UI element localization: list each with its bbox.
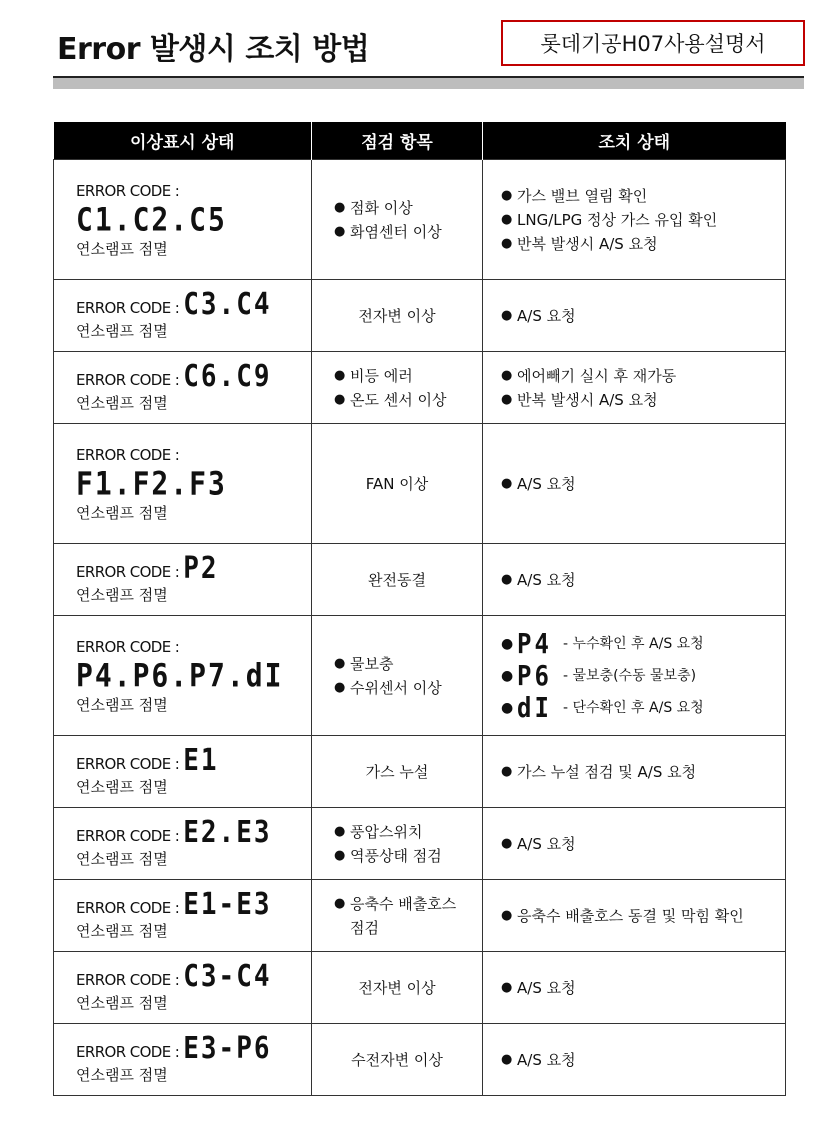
bullet-icon: ●	[501, 635, 514, 652]
action-item: A/S 요청	[517, 474, 576, 493]
check-item: 수전자변 이상	[351, 1051, 443, 1069]
error-code-label: ERROR CODE :	[76, 826, 180, 845]
bullet-icon: ●	[334, 823, 346, 839]
action-cell	[483, 544, 786, 616]
status-cell	[54, 424, 312, 544]
status-cell	[54, 736, 312, 808]
bullet-icon: ●	[501, 835, 513, 851]
bullet-icon: ●	[334, 655, 346, 671]
error-code: E2.E3	[183, 815, 272, 850]
lamp-status: 연소램프 점멸	[76, 921, 168, 940]
table-header-row	[54, 122, 786, 160]
lamp-status: 연소램프 점멸	[76, 321, 168, 340]
status-cell	[54, 352, 312, 424]
table-row	[54, 952, 786, 1024]
check-cell	[312, 808, 483, 880]
error-code-label: ERROR CODE :	[76, 181, 180, 200]
check-item: 수위센서 이상	[350, 678, 442, 697]
lamp-status: 연소램프 점멸	[76, 695, 168, 714]
header-status: 이상표시 상태	[54, 122, 312, 160]
sub-error-code: P4	[517, 627, 552, 660]
check-cell	[312, 1024, 483, 1096]
bullet-icon: ●	[501, 211, 513, 227]
error-code: E1-E3	[183, 887, 272, 922]
action-cell	[483, 808, 786, 880]
check-item: 응축수 배출호스	[350, 894, 457, 913]
action-cell	[483, 1024, 786, 1096]
bullet-icon: ●	[501, 187, 513, 203]
table-row	[54, 616, 786, 736]
error-code-label: ERROR CODE :	[76, 298, 180, 317]
status-cell	[54, 280, 312, 352]
action-item: - 물보충(수동 물보충)	[563, 667, 697, 684]
check-cell	[312, 160, 483, 280]
action-item: 반복 발생시 A/S 요청	[517, 234, 658, 253]
check-item: 전자변 이상	[358, 307, 436, 325]
bullet-icon: ●	[501, 475, 513, 491]
action-item: LNG/LPG 정상 가스 유입 확인	[517, 210, 718, 229]
table-row	[54, 424, 786, 544]
check-cell	[312, 544, 483, 616]
error-code: P4.P6.P7.dI	[76, 655, 284, 694]
action-item: 에어빼기 실시 후 재가동	[517, 366, 677, 385]
action-item: 응축수 배출호스 동결 및 막힘 확인	[517, 906, 744, 925]
lamp-status: 연소램프 점멸	[76, 239, 168, 258]
status-cell	[54, 544, 312, 616]
lamp-status: 연소램프 점멸	[76, 777, 168, 796]
check-item: 가스 누설	[365, 763, 429, 781]
status-cell	[54, 160, 312, 280]
action-item: A/S 요청	[517, 978, 576, 997]
action-cell	[483, 352, 786, 424]
bullet-icon: ●	[501, 1051, 513, 1067]
bullet-icon: ●	[334, 847, 346, 863]
error-code: C6.C9	[183, 359, 272, 394]
bullet-icon: ●	[334, 223, 346, 239]
error-code-label: ERROR CODE :	[76, 637, 180, 656]
check-item: 풍압스위치	[350, 822, 423, 841]
table-row	[54, 544, 786, 616]
check-item: 온도 센서 이상	[350, 390, 447, 409]
table-row	[54, 808, 786, 880]
bullet-icon: ●	[501, 763, 513, 779]
lamp-status: 연소램프 점멸	[76, 1065, 168, 1084]
check-item: 완전동결	[368, 571, 426, 589]
bullet-icon: ●	[334, 391, 346, 407]
error-code: C3-C4	[183, 959, 272, 994]
error-code: F1.F2.F3	[76, 463, 227, 502]
error-code: C3.C4	[183, 287, 272, 322]
check-item: 물보충	[350, 654, 394, 673]
table-row	[54, 880, 786, 952]
bullet-icon: ●	[501, 571, 513, 587]
action-item: A/S 요청	[517, 834, 576, 853]
action-item: A/S 요청	[517, 570, 576, 589]
bullet-icon: ●	[334, 895, 346, 911]
sub-error-code: P6	[517, 659, 552, 692]
error-code: P2	[183, 551, 219, 586]
page-title: Error 발생시 조치 방법	[57, 32, 370, 67]
table-row	[54, 160, 786, 280]
lamp-status: 연소램프 점멸	[76, 393, 168, 412]
table-row	[54, 352, 786, 424]
check-item: 비등 에러	[350, 366, 413, 385]
bullet-icon: ●	[501, 391, 513, 407]
status-cell	[54, 880, 312, 952]
check-item: 전자변 이상	[358, 979, 436, 997]
action-cell	[483, 880, 786, 952]
manual-label-box: 롯데기공H07사용설명서	[501, 20, 805, 66]
lamp-status: 연소램프 점멸	[76, 503, 168, 522]
check-item: 역풍상태 점검	[350, 846, 442, 865]
error-code-label: ERROR CODE :	[76, 754, 180, 773]
error-code-label: ERROR CODE :	[76, 1042, 180, 1061]
sub-error-code: dI	[517, 691, 552, 724]
check-item: 화염센터 이상	[350, 222, 442, 241]
status-cell	[54, 952, 312, 1024]
lamp-status: 연소램프 점멸	[76, 849, 168, 868]
status-cell	[54, 808, 312, 880]
check-cell	[312, 352, 483, 424]
error-code: E3-P6	[183, 1031, 272, 1066]
error-code-label: ERROR CODE :	[76, 445, 180, 464]
error-code: C1.C2.C5	[76, 199, 227, 238]
table-row	[54, 280, 786, 352]
error-code-label: ERROR CODE :	[76, 970, 180, 989]
check-cell	[312, 280, 483, 352]
action-item: 가스 밸브 열림 확인	[517, 186, 648, 205]
action-cell	[483, 280, 786, 352]
action-cell	[483, 616, 786, 736]
check-item: 점화 이상	[350, 198, 413, 217]
bullet-icon: ●	[501, 235, 513, 251]
error-code-label: ERROR CODE :	[76, 562, 180, 581]
header-action: 조치 상태	[483, 122, 786, 160]
bullet-icon: ●	[501, 979, 513, 995]
action-item: A/S 요청	[517, 306, 576, 325]
action-cell	[483, 424, 786, 544]
status-cell	[54, 1024, 312, 1096]
check-cell	[312, 736, 483, 808]
bullet-icon: ●	[334, 199, 346, 215]
check-cell	[312, 952, 483, 1024]
action-cell	[483, 160, 786, 280]
bullet-icon: ●	[334, 367, 346, 383]
bullet-icon: ●	[501, 307, 513, 323]
check-item: 점검	[350, 918, 379, 937]
action-item: - 단수확인 후 A/S 요청	[563, 699, 704, 716]
check-cell	[312, 616, 483, 736]
header-gray-bar	[53, 78, 804, 89]
lamp-status: 연소램프 점멸	[76, 585, 168, 604]
check-cell	[312, 880, 483, 952]
check-item: FAN 이상	[365, 475, 429, 493]
table-row	[54, 1024, 786, 1096]
bullet-icon: ●	[501, 699, 514, 716]
error-code-label: ERROR CODE :	[76, 370, 180, 389]
bullet-icon: ●	[501, 667, 514, 684]
bullet-icon: ●	[501, 907, 513, 923]
status-cell	[54, 616, 312, 736]
lamp-status: 연소램프 점멸	[76, 993, 168, 1012]
action-item: - 누수확인 후 A/S 요청	[563, 635, 704, 652]
header-check-items: 점검 항목	[312, 122, 483, 160]
error-code: E1	[183, 743, 219, 778]
bullet-icon: ●	[501, 367, 513, 383]
bullet-icon: ●	[334, 679, 346, 695]
action-item: 반복 발생시 A/S 요청	[517, 390, 658, 409]
error-code-label: ERROR CODE :	[76, 898, 180, 917]
action-item: 가스 누설 점검 및 A/S 요청	[517, 762, 697, 781]
table-row	[54, 736, 786, 808]
check-cell	[312, 424, 483, 544]
error-table	[53, 122, 786, 1096]
action-cell	[483, 952, 786, 1024]
action-cell	[483, 736, 786, 808]
action-item: A/S 요청	[517, 1050, 576, 1069]
